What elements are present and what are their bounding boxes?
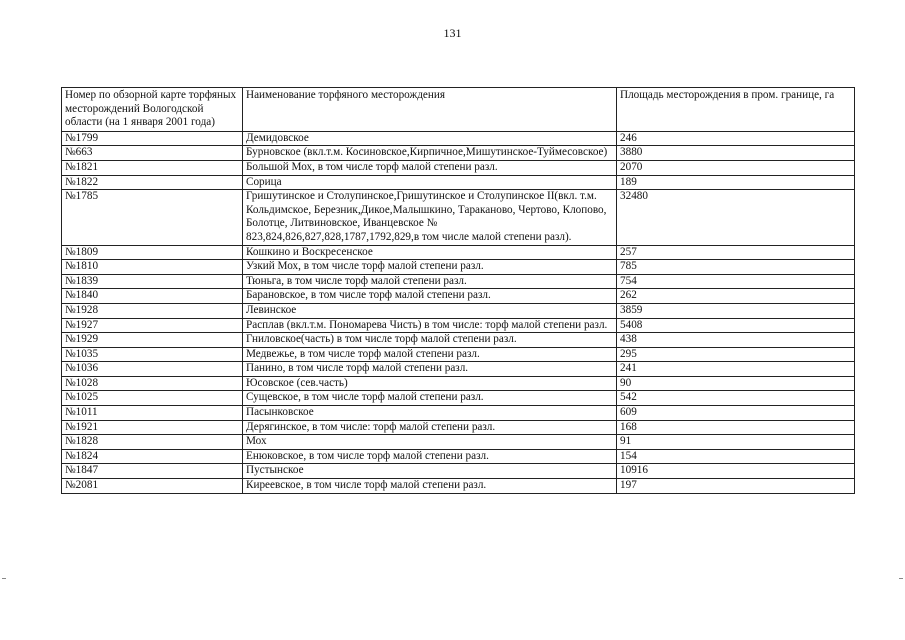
cell-deposit-name: Тюньга, в том числе торф малой степени разл. (243, 274, 617, 289)
table-row (62, 406, 855, 421)
cell-deposit-name: Юсовское (сев.часть) (243, 376, 617, 391)
table-row (62, 376, 855, 391)
cell-deposit-name: Пасынковское (243, 406, 617, 421)
cell-deposit-name: Расплав (вкл.т.м. Пономарева Чисть) в том числе: торф малой степени разл. (243, 318, 617, 333)
cell-area: 246 (617, 131, 855, 146)
cell-deposit-name: Демидовское (243, 131, 617, 146)
cell-area: 197 (617, 479, 855, 494)
cell-area: 295 (617, 347, 855, 362)
table-row (62, 274, 855, 289)
cell-map-number: №1028 (62, 376, 243, 391)
cell-map-number: №1840 (62, 289, 243, 304)
cell-deposit-name: Узкий Мох, в том числе торф малой степени разл. (243, 260, 617, 275)
table-row (62, 131, 855, 146)
cell-area: 2070 (617, 160, 855, 175)
cell-deposit-name: Барановское, в том числе торф малой степени разл. (243, 289, 617, 304)
cell-deposit-name: Дерягинское, в том числе: торф малой степени разл. (243, 420, 617, 435)
cell-deposit-name: Мох (243, 435, 617, 450)
cell-area: 241 (617, 362, 855, 377)
table-row (62, 479, 855, 494)
cell-map-number: №1929 (62, 333, 243, 348)
cell-map-number: №2081 (62, 479, 243, 494)
table-row (62, 464, 855, 479)
cell-deposit-name: Панино, в том числе торф малой степени разл. (243, 362, 617, 377)
cell-map-number: №1828 (62, 435, 243, 450)
header-map-number: Номер по обзорной карте торфяных месторождений Вологодской области (на 1 января 2001 года) (62, 88, 243, 132)
cell-deposit-name: Медвежье, в том числе торф малой степени разл. (243, 347, 617, 362)
cell-map-number: №1809 (62, 245, 243, 260)
cell-area: 257 (617, 245, 855, 260)
cell-deposit-name: Левинское (243, 303, 617, 318)
cell-map-number: №1025 (62, 391, 243, 406)
cell-map-number: №1822 (62, 175, 243, 190)
cell-map-number: №1036 (62, 362, 243, 377)
cell-area: 10916 (617, 464, 855, 479)
cell-map-number: №1810 (62, 260, 243, 275)
cell-area: 154 (617, 449, 855, 464)
cell-map-number: №1821 (62, 160, 243, 175)
cell-deposit-name: Енюковское, в том числе торф малой степени разл. (243, 449, 617, 464)
scan-edge-mark-left (2, 578, 6, 579)
table-row (62, 245, 855, 260)
table-row (62, 449, 855, 464)
table-header-row (62, 88, 855, 132)
table-row (62, 260, 855, 275)
cell-area: 3880 (617, 146, 855, 161)
table-row (62, 318, 855, 333)
cell-map-number: №1839 (62, 274, 243, 289)
cell-area: 91 (617, 435, 855, 450)
cell-map-number: №1824 (62, 449, 243, 464)
cell-deposit-name: Пустынское (243, 464, 617, 479)
cell-map-number: №1927 (62, 318, 243, 333)
cell-deposit-name: Большой Мох, в том числе торф малой степени разл. (243, 160, 617, 175)
header-deposit-name: Наименование торфяного месторождения (243, 88, 617, 132)
cell-area: 32480 (617, 190, 855, 245)
cell-deposit-name: Гниловское(часть) в том числе торф малой степени разл. (243, 333, 617, 348)
cell-area: 168 (617, 420, 855, 435)
table-row (62, 362, 855, 377)
cell-map-number: №1921 (62, 420, 243, 435)
peat-deposits-table (61, 87, 855, 494)
table-row (62, 190, 855, 245)
table-row (62, 175, 855, 190)
cell-area: 785 (617, 260, 855, 275)
cell-deposit-name: Кошкино и Воскресенское (243, 245, 617, 260)
cell-map-number: №1799 (62, 131, 243, 146)
cell-deposit-name: Гришутинское и Столупинское,Гришутинское и Столупинское II(вкл. т.м. Кольдимское, Березник,Дикое,Малышкино, Тараканово, Чертово, Клопово, Болотце, Литвиновское, Иванцевское № 823,824,826,827,828,1787,1792,829,в том числе малой степени разл). (243, 190, 617, 245)
cell-area: 5408 (617, 318, 855, 333)
table-row (62, 435, 855, 450)
cell-area: 438 (617, 333, 855, 348)
table-row (62, 160, 855, 175)
table-row (62, 289, 855, 304)
cell-map-number: №663 (62, 146, 243, 161)
table-body (62, 131, 855, 493)
table-row (62, 391, 855, 406)
cell-deposit-name: Сущевское, в том числе торф малой степени разл. (243, 391, 617, 406)
table-row (62, 303, 855, 318)
cell-map-number: №1011 (62, 406, 243, 421)
cell-area: 262 (617, 289, 855, 304)
cell-area: 90 (617, 376, 855, 391)
page-number: 131 (443, 26, 462, 40)
header-area: Площадь месторождения в пром. границе, га (617, 88, 855, 132)
cell-deposit-name: Бурновское (вкл.т.м. Косиновское,Кирпичное,Мишутинское-Туймесовское) (243, 146, 617, 161)
cell-deposit-name: Сорица (243, 175, 617, 190)
table-row (62, 333, 855, 348)
cell-deposit-name: Киреевское, в том числе торф малой степени разл. (243, 479, 617, 494)
table-row (62, 146, 855, 161)
table-row (62, 420, 855, 435)
cell-map-number: №1847 (62, 464, 243, 479)
cell-map-number: №1785 (62, 190, 243, 245)
table-row (62, 347, 855, 362)
cell-area: 3859 (617, 303, 855, 318)
cell-area: 754 (617, 274, 855, 289)
cell-map-number: №1928 (62, 303, 243, 318)
cell-area: 189 (617, 175, 855, 190)
scan-edge-mark-right (899, 578, 903, 579)
cell-map-number: №1035 (62, 347, 243, 362)
cell-area: 609 (617, 406, 855, 421)
cell-area: 542 (617, 391, 855, 406)
